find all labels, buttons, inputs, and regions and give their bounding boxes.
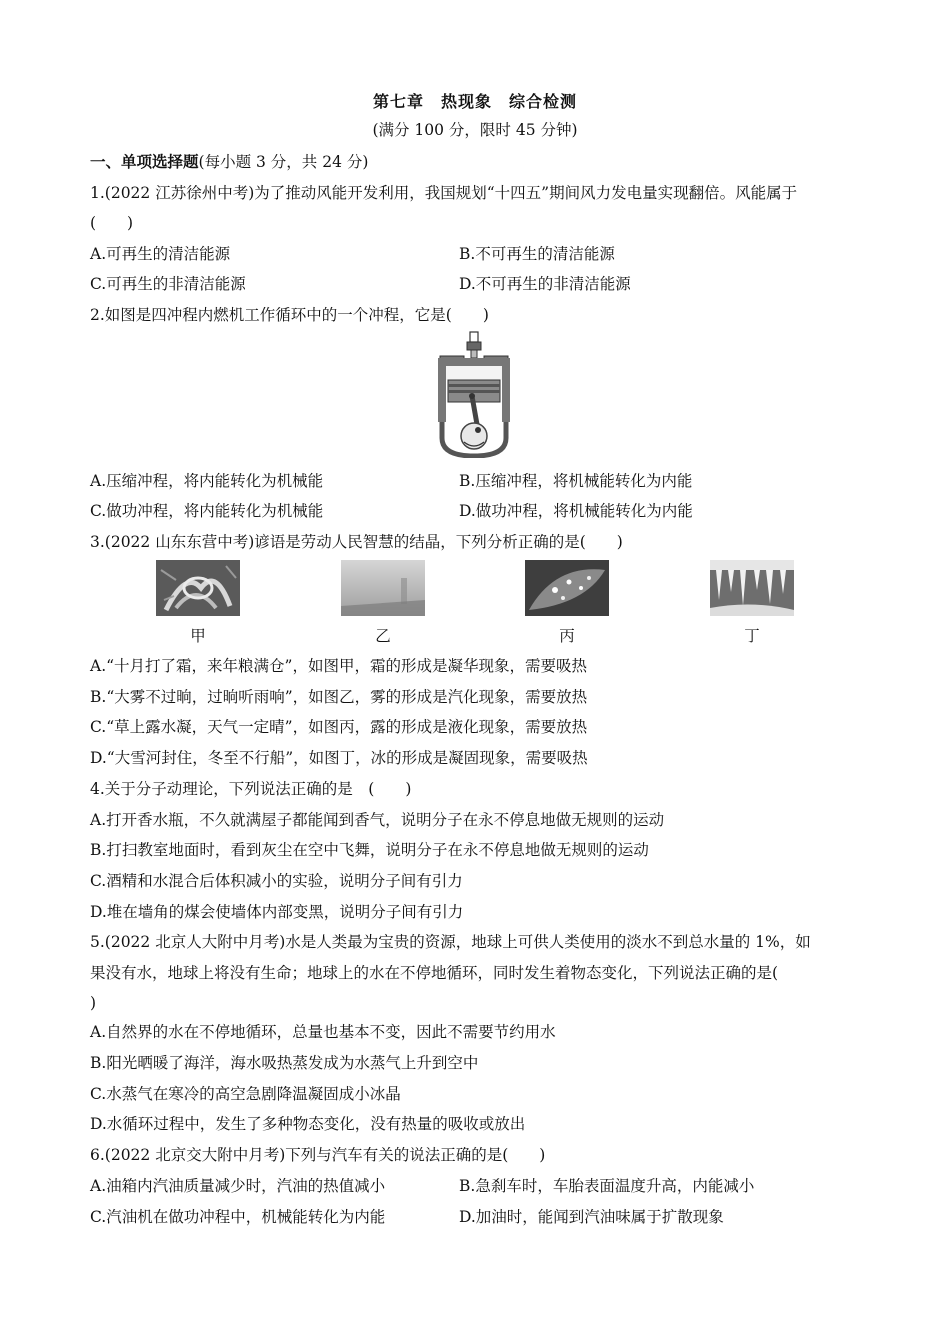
q6-option-b: B.急刹车时，车胎表面温度升高，内能减小 <box>459 1177 755 1195</box>
q5-stem-line2: 果没有水，地球上将没有生命；地球上的水在不停地循环，同时发生着物态变化，下列说法正确的是( <box>90 964 779 982</box>
dew-photo <box>525 560 609 616</box>
section-heading <box>90 152 862 172</box>
engine-diagram <box>432 330 516 458</box>
q5-option-c: C.水蒸气在寒冷的高空急剧降温凝固成小冰晶 <box>90 1085 401 1103</box>
q6-option-c: C.汽油机在做功冲程中，机械能转化为内能 <box>90 1208 386 1226</box>
engine-cylinder-icon <box>432 330 516 458</box>
q2-option-d: D.做功冲程，将机械能转化为内能 <box>459 502 693 520</box>
caption-yi: 乙 <box>375 627 391 645</box>
q5-option-a: A.自然界的水在不停地循环，总量也基本不变，因此不需要节约用水 <box>90 1023 556 1041</box>
q2-option-b: B.压缩冲程，将机械能转化为内能 <box>459 472 693 490</box>
ice-photo <box>710 560 794 616</box>
page-title: 第七章 热现象 综合检测 <box>372 92 577 111</box>
q1-stem-line1: 1.(2022 江苏徐州中考)为了推动风能开发利用，我国规划“十四五”期间风力发电量实现翻倍。风能属于 <box>90 184 798 202</box>
q6-option-d: D.加油时，能闻到汽油味属于扩散现象 <box>459 1208 724 1226</box>
q4-option-a: A.打开香水瓶，不久就满屋子都能闻到香气，说明分子在永不停息地做无规则的运动 <box>90 811 665 829</box>
q3-option-b: B.“大雾不过晌，过晌听雨响”，如图乙，雾的形成是汽化现象，需要放热 <box>90 688 588 706</box>
q6-option-a: A.油箱内汽油质量减少时，汽油的热值减小 <box>90 1177 386 1195</box>
caption-jia: 甲 <box>190 627 206 645</box>
section-title: 一、单项选择题 <box>90 152 199 171</box>
q4-option-c: C.酒精和水混合后体积减小的实验，说明分子间有引力 <box>90 872 463 890</box>
q3-option-d: D.“大雪河封住，冬至不行船”，如图丁，冰的形成是凝固现象，需要吸热 <box>90 749 588 767</box>
q3-option-c: C.“草上露水凝，天气一定晴”，如图丙，露的形成是液化现象，需要放热 <box>90 718 588 736</box>
q4-option-b: B.打扫教室地面时，看到灰尘在空中飞舞，说明分子在永不停息地做无规则的运动 <box>90 841 649 859</box>
q6-stem: 6.(2022 北京交大附中月考)下列与汽车有关的说法正确的是( ) <box>90 1146 546 1164</box>
q2-option-c: C.做功冲程，将内能转化为机械能 <box>90 502 324 520</box>
q1-option-d: D.不可再生的非清洁能源 <box>459 275 631 293</box>
q5-stem-line3: ) <box>90 994 97 1012</box>
q3-option-a: A.“十月打了霜，来年粮满仓”，如图甲，霜的形成是凝华现象，需要吸热 <box>90 657 587 675</box>
caption-ding: 丁 <box>744 627 760 645</box>
q1-option-a: A.可再生的清洁能源 <box>90 245 231 263</box>
q5-option-b: B.阳光晒暖了海洋，海水吸热蒸发成为水蒸气上升到空中 <box>90 1054 479 1072</box>
caption-bing: 丙 <box>559 627 575 645</box>
q5-stem-line1: 5.(2022 北京人大附中月考)水是人类最为宝贵的资源，地球上可供人类使用的淡水不到总水量的 1%，如 <box>90 933 811 951</box>
page-subtitle: (满分 100 分，限时 45 分钟) <box>372 121 578 139</box>
fog-photo <box>341 560 425 616</box>
q4-option-d: D.堆在墙角的煤会使墙体内部变黑，说明分子间有引力 <box>90 903 464 921</box>
q3-stem: 3.(2022 山东东营中考)谚语是劳动人民智慧的结晶，下列分析正确的是( ) <box>90 533 623 551</box>
q2-stem: 2.如图是四冲程内燃机工作循环中的一个冲程，它是( ) <box>90 306 489 324</box>
q1-option-b: B.不可再生的清洁能源 <box>459 245 615 263</box>
q5-option-d: D.水循环过程中，发生了多种物态变化，没有热量的吸收或放出 <box>90 1115 526 1133</box>
q2-option-a: A.压缩冲程，将内能转化为机械能 <box>90 472 324 490</box>
q1-stem-line2: ( ) <box>90 214 134 232</box>
q4-stem: 4.关于分子动理论，下列说法正确的是 ( ) <box>90 780 412 798</box>
frost-photo <box>156 560 240 616</box>
section-note: (每小题 3 分，共 24 分) <box>198 153 369 171</box>
q1-option-c: C.可再生的非清洁能源 <box>90 275 246 293</box>
